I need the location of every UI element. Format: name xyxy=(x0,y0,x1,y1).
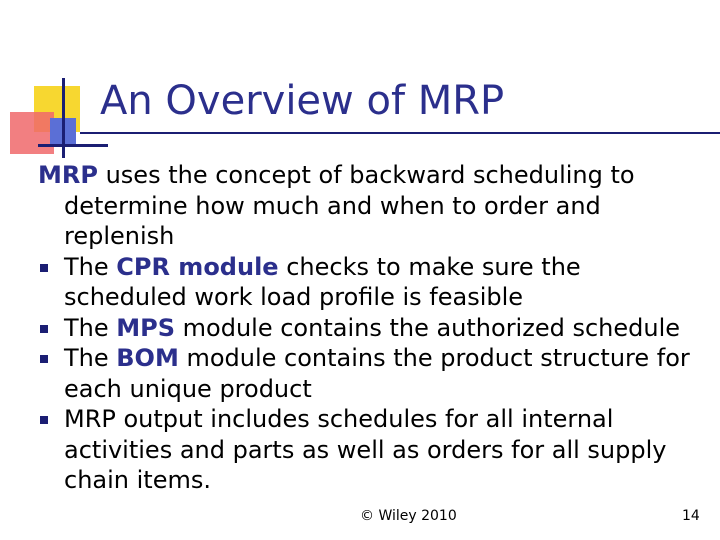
decorative-logo xyxy=(10,78,105,158)
intro-paragraph xyxy=(38,160,708,252)
intro-keyword: MRP xyxy=(38,161,98,189)
bullet-pre: The xyxy=(64,344,117,372)
bullet-keyword: BOM xyxy=(116,344,179,372)
bullet-pre: The xyxy=(64,252,117,281)
logo-red-square xyxy=(10,112,54,154)
intro-text: uses the concept of backward scheduling to determine how much and when to order and replenish xyxy=(64,161,635,250)
bullet-pre: The xyxy=(64,313,117,342)
bullet-item xyxy=(38,404,708,496)
bullet-square-icon xyxy=(40,325,48,333)
bullet-item xyxy=(38,343,708,404)
slide-title: An Overview of MRP xyxy=(100,78,505,124)
slide-body xyxy=(38,160,708,496)
bullet-post: module contains the product structure for each unique product xyxy=(64,344,690,403)
bullet-keyword: CPR module xyxy=(116,252,279,281)
bullet-keyword: MPS xyxy=(116,313,176,342)
bullet-post: module contains the authorized schedule xyxy=(175,313,681,342)
bullet-post: MRP output includes schedules for all internal activities and parts as well as orders for all supply chain items. xyxy=(64,405,667,494)
footer-copyright: © Wiley 2010 xyxy=(360,508,457,524)
title-underline xyxy=(80,132,720,134)
page-number: 14 xyxy=(682,508,700,524)
logo-horizontal-line xyxy=(38,144,108,147)
bullet-square-icon xyxy=(40,264,48,272)
bullet-item xyxy=(38,252,708,313)
bullet-square-icon xyxy=(40,416,48,424)
bullet-post: checks to make sure the scheduled work load profile is feasible xyxy=(64,252,581,311)
bullet-item xyxy=(38,313,708,344)
bullet-square-icon xyxy=(40,355,48,363)
bullet-list xyxy=(38,252,708,496)
